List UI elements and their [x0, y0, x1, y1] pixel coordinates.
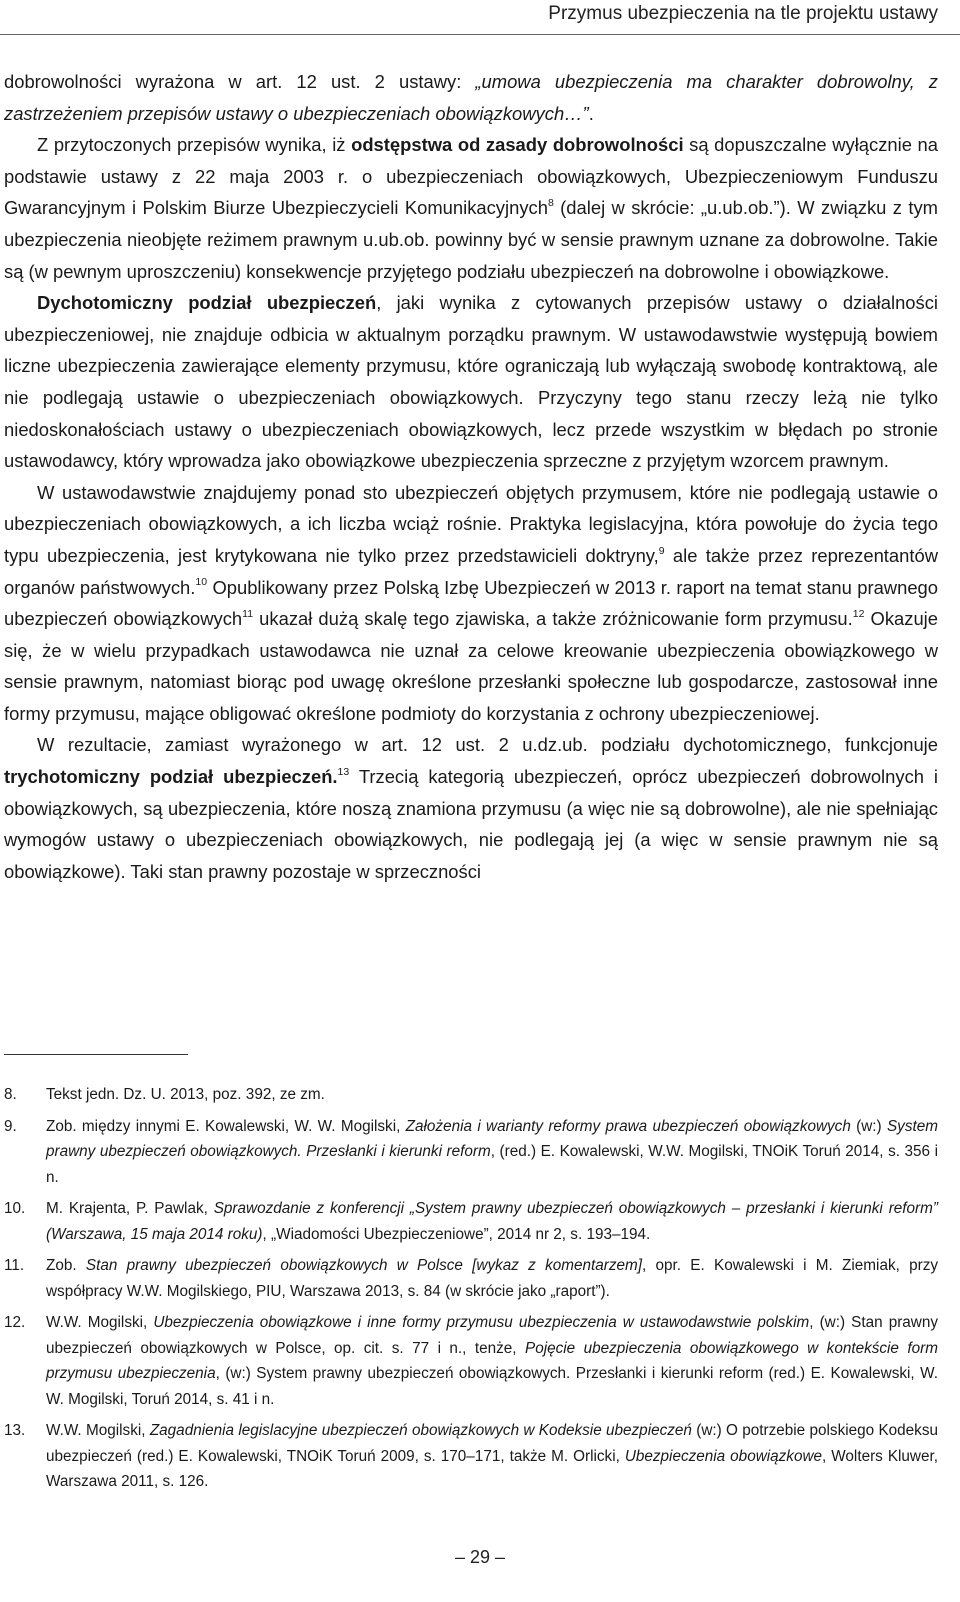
text-run: Opublikowany przez Polską Izbę Ubezpieczeń w 2013 r. raport na temat stanu prawnego ubezpieczeń obowiązkowych: [4, 576, 938, 630]
italic-text: Ubezpieczenia obowiązkowe i inne formy przymusu ubezpieczenia w ustawodawstwie polskim: [153, 1314, 810, 1331]
text-run: dobrowolności wyrażona w art. 12 ust. 2 ustawy:: [4, 71, 476, 92]
bold-term: odstępstwa od zasady dobrowolności: [351, 134, 684, 156]
header-title: Przymus ubezpieczenia na tle projektu ustawy: [548, 3, 938, 24]
text-run: , Wolters Kluwer, Warszawa 2011, s. 126.: [46, 1447, 938, 1490]
footnote-separator: [4, 1054, 188, 1055]
footnote-ref: 9: [658, 544, 665, 557]
text-run: .: [588, 102, 594, 124]
text-run: (w:) O potrzebie polskiego Kodeksu ubezpieczeń (red.) E. Kowalewski, TNOiK Toruń 2009, s. 170–171, także M. Orlicki,: [46, 1422, 938, 1465]
paragraph: [4, 66, 938, 129]
footnote: [4, 1196, 938, 1247]
italic-text: Stan prawny ubezpieczeń obowiązkowych w Polsce [wykaz z komentarzem]: [85, 1257, 642, 1274]
footnote-number: 8.: [4, 1086, 17, 1103]
text-run: są dopuszczalne wyłącznie na podstawie ustawy z 22 maja 2003 r. o ubezpieczeniach obowiązkowych, Ubezpieczeniowym Funduszu Gwarancyjnym i Polskim Biurze Ubezpieczycieli Komunikacyjnych: [4, 134, 938, 219]
footnote: [4, 1310, 938, 1412]
text-run: , „Wiadomości Ubezpieczeniowe”, 2014 nr 2, s. 193–194.: [262, 1225, 651, 1243]
text-run: Zob. między innymi E. Kowalewski, W. W. Mogilski,: [46, 1117, 406, 1135]
footnote-number: 13.: [4, 1422, 26, 1439]
italic-text: Zagadnienia legislacyjne ubezpieczeń obowiązkowych w Kodeksie ubezpieczeń: [149, 1422, 692, 1439]
text-run: , (w:) System prawny ubezpieczeń obowiązkowych. Przesłanki i kierunki reform (red.) E. Kowalewski, W. W. Mogilski, Toruń 2014, s. 41 i n.: [46, 1365, 938, 1408]
text-run: , (w:) Stan prawny ubezpieczeń obowiązkowych w Polsce, op. cit. s. 77 i n., tenże,: [46, 1314, 938, 1357]
main-text: [4, 66, 938, 887]
footnote-text: [46, 1114, 938, 1191]
bold-term: Dychotomiczny podział ubezpieczeń: [37, 292, 377, 314]
italic-text: Ubezpieczenia obowiązkowe: [624, 1447, 823, 1465]
footnotes: [4, 1082, 938, 1501]
footnote: [4, 1253, 938, 1304]
footnote-text: [46, 1418, 938, 1495]
footnote-text: [46, 1196, 938, 1247]
paragraph: [4, 729, 938, 887]
text-run: W rezultacie, zamiast wyrażonego w art. 12 ust. 2 u.dz.ub. podziału dychotomicznego, funkcjonuje: [37, 734, 938, 756]
text-run: (dalej w skrócie: „u.ub.ob.”). W związku z tym ubezpieczenia nieobjęte reżimem prawnym u.ub.ob. powinny być w sensie prawnym uznane za dobrowolne. Takie są (w pewnym uproszczeniu) konsekwencje przyjętego podziału ubezpieczeń na dobrowolne i obowiązkowe.: [4, 197, 938, 282]
text-run: Trzecią kategorią ubezpieczeń, oprócz ubezpieczeń dobrowolnych i obowiązkowych, są ubezpieczenia, które noszą znamiona przymusu (a więc nie są dobrowolne), ale nie spełniając wymogów ustawy o ubezpieczeniach obowiązkowych, nie podlegają jej (a więc w sensie prawnym nie są obowiązkowe). Taki stan prawny pozostaje w sprzeczności: [4, 766, 938, 882]
text-run: , jaki wynika z cytowanych przepisów ustawy o działalności ubezpieczeniowej, nie znajduje odbicia w aktualnym porządku prawnym. W ustawodawstwie występują bowiem liczne ubezpieczenia zawierające elementy przymusu, które ograniczają lub wyłączają swobodę kontraktową, ale nie podlegają ustawie o ubezpieczeniach obowiązkowych. Przyczyny tego stanu rzeczy leżą nie tylko niedoskonałościach ustawy o ubezpieczeniach obowiązkowych, lecz przede wszystkim w błędach po stronie ustawodawcy, który wprowadza jako obowiązkowe ubezpieczenia sprzeczne z przyjętym wzorcem prawnym.: [4, 292, 939, 472]
paragraph: [4, 287, 938, 477]
text-run: W.W. Mogilski,: [46, 1314, 154, 1331]
text-run: M. Krajenta, P. Pawlak,: [46, 1200, 214, 1217]
footnote-number: 12.: [4, 1314, 26, 1331]
page-number: – 29 –: [454, 1547, 506, 1567]
footnote-ref: 13: [337, 765, 350, 778]
text-run: Tekst jedn. Dz. U. 2013, poz. 392, ze zm.: [46, 1086, 325, 1103]
text-run: (w:): [850, 1117, 887, 1135]
running-header: [0, 0, 960, 44]
footnote-number: 9.: [4, 1117, 17, 1135]
text-run: W.W. Mogilski,: [46, 1422, 150, 1439]
footnote-number: 10.: [4, 1200, 26, 1217]
italic-text: „umowa ubezpieczenia ma charakter dobrowolny, z zastrzeżeniem przepisów ustawy o ubezpieczeniach obowiązkowych…”: [4, 71, 938, 124]
text-run: W ustawodawstwie znajdujemy ponad sto ubezpieczeń objętych przymusem, które nie podlegają ustawie o ubezpieczeniach obowiązkowych, a ich liczba wciąż rośnie. Praktyka legislacyjna, która powołuje do życia tego typu ubezpieczenia, jest krytykowana nie tylko przez przedstawicieli doktryny,: [4, 481, 938, 566]
footnote-ref: 11: [242, 607, 254, 620]
text-run: ale także przez reprezentantów organów państwowych.: [4, 544, 938, 598]
paragraph: [4, 477, 938, 730]
footnote: [4, 1082, 938, 1108]
footnote-text: [46, 1310, 938, 1412]
italic-text: Sprawozdanie z konferencji „System prawny ubezpieczeń obowiązkowych – przesłanki i kierunki reform” (Warszawa, 15 maja 2014 roku): [46, 1200, 938, 1243]
footnote-ref: 12: [852, 607, 865, 620]
header-rule: [0, 34, 960, 35]
text-run: , opr. E. Kowalewski i M. Ziemiak, przy współpracy W.W. Mogilskiego, PIU, Warszawa 2013, s. 84 (w skrócie jako „raport”).: [46, 1257, 939, 1300]
footnote-ref: 8: [547, 197, 554, 210]
text-run: Okazuje się, że w wielu przypadkach ustawodawca nie uznał za celowe kreowanie ubezpieczenia obowiązkowego w sensie prawnym, natomiast biorąc pod uwagę określone przesłanki społeczne lub gospodarcze, zastosował inne formy przymusu, mające obligować określone podmioty do korzystania z ochrony ubezpieczeniowej.: [4, 608, 938, 724]
footnote: [4, 1114, 938, 1191]
footnote-text: [46, 1253, 938, 1304]
bold-term: trychotomiczny podział ubezpieczeń.: [4, 766, 338, 788]
footnote-ref: 10: [195, 576, 208, 589]
paragraph: [4, 129, 938, 287]
italic-text: Założenia i warianty reformy prawa ubezpieczeń obowiązkowych: [405, 1117, 851, 1135]
text-run: ukazał dużą skalę tego zjawiska, a także zróżnicowanie form przymusu.: [253, 608, 853, 630]
footnote-number: 11.: [4, 1257, 25, 1274]
text-run: , (red.) E. Kowalewski, W.W. Mogilski, TNOiK Toruń 2014, s. 356 i n.: [46, 1143, 938, 1186]
footnote-text: [46, 1082, 938, 1108]
italic-text: Pojęcie ubezpieczenia obowiązkowego w kontekście form przymusu ubezpieczenia: [46, 1339, 938, 1382]
text-run: Zob.: [46, 1257, 86, 1274]
text-run: Z przytoczonych przepisów wynika, iż: [37, 134, 352, 156]
footnote: [4, 1418, 938, 1495]
italic-text: System prawny ubezpieczeń obowiązkowych. Przesłanki i kierunki reform: [46, 1117, 938, 1160]
